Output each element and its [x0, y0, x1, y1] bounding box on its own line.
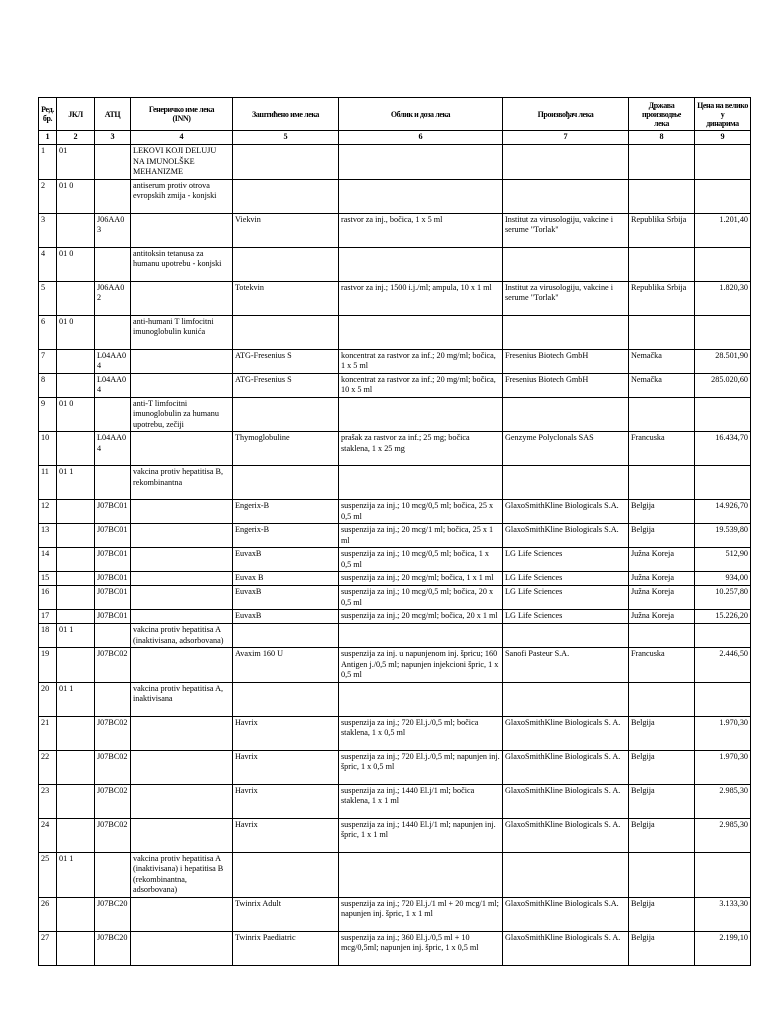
table-row	[39, 572, 751, 586]
table-row	[39, 373, 751, 397]
row-number-cell: 14	[39, 548, 57, 572]
column-number: 8	[629, 131, 695, 145]
manufacturer-cell: GlaxoSmithKline Biologicals S.A.	[503, 897, 629, 931]
manufacturer-cell: Genzyme Polyclonals SAS	[503, 432, 629, 466]
price-cell: 28.501,90	[695, 349, 751, 373]
brand-name-cell: Engerix-B	[233, 500, 339, 524]
generic-name-cell: LEKOVI KOJI DELUJU NA IMUNOLŠKE MEHANIZME	[131, 145, 233, 180]
atc-code-cell: J07BC02	[95, 716, 131, 750]
jkl-code-cell: 01 1	[57, 682, 95, 716]
form-dose-cell: suspenzija za inj.; 360 El.j./0,5 ml + 10 mcg/0,5ml; napunjen inj. špric, 1 x 0,5 ml	[339, 931, 503, 965]
row-number-cell: 1	[39, 145, 57, 180]
country-cell	[629, 624, 695, 648]
column-number: 9	[695, 131, 751, 145]
atc-code-cell	[95, 179, 131, 213]
table-row	[39, 897, 751, 931]
atc-code-cell	[95, 682, 131, 716]
atc-code-cell: J07BC01	[95, 524, 131, 548]
form-dose-cell: rastvor za inj.; 1500 i.j./ml; ampula, 10 x 1 ml	[339, 281, 503, 315]
row-number-cell: 25	[39, 852, 57, 897]
atc-code-cell: J07BC01	[95, 610, 131, 624]
country-cell	[629, 466, 695, 500]
form-dose-cell: rastvor za inj., bočica, 1 x 5 ml	[339, 213, 503, 247]
table-row	[39, 586, 751, 610]
brand-name-cell: Twinrix Paediatric	[233, 931, 339, 965]
brand-name-cell: EuvaxB	[233, 586, 339, 610]
table-row	[39, 682, 751, 716]
form-dose-cell: suspenzija za inj.; 720 El.j./0,5 ml; napunjen inj. špric, 1 x 0,5 ml	[339, 750, 503, 784]
form-dose-cell	[339, 145, 503, 180]
column-number: 5	[233, 131, 339, 145]
header-brand-name: Заштићено име лека	[233, 98, 339, 131]
generic-name-cell	[131, 610, 233, 624]
column-number: 2	[57, 131, 95, 145]
table-row	[39, 349, 751, 373]
price-cell: 19.539,80	[695, 524, 751, 548]
row-number-cell: 21	[39, 716, 57, 750]
generic-name-cell	[131, 281, 233, 315]
manufacturer-cell: LG Life Sciences	[503, 548, 629, 572]
manufacturer-cell: GlaxoSmithKline Biologicals S.A.	[503, 524, 629, 548]
manufacturer-cell: GlaxoSmithKline Biologicals S. A.	[503, 716, 629, 750]
row-number-cell: 11	[39, 466, 57, 500]
price-cell	[695, 145, 751, 180]
row-number-cell: 7	[39, 349, 57, 373]
country-cell	[629, 179, 695, 213]
atc-code-cell	[95, 247, 131, 281]
generic-name-cell: vakcina protiv hepatitisa A (inaktivisana, adsorbovana)	[131, 624, 233, 648]
brand-name-cell: Avaxim 160 U	[233, 648, 339, 683]
row-number-cell: 16	[39, 586, 57, 610]
table-row	[39, 500, 751, 524]
table-row	[39, 432, 751, 466]
jkl-code-cell	[57, 586, 95, 610]
header-generic-name: Генеричко име лека (INN)	[131, 98, 233, 131]
country-cell: Belgija	[629, 784, 695, 818]
brand-name-cell	[233, 145, 339, 180]
table-row	[39, 648, 751, 683]
generic-name-cell	[131, 750, 233, 784]
jkl-code-cell: 01	[57, 145, 95, 180]
form-dose-cell	[339, 624, 503, 648]
column-number: 3	[95, 131, 131, 145]
atc-code-cell: J07BC01	[95, 586, 131, 610]
brand-name-cell	[233, 247, 339, 281]
brand-name-cell	[233, 397, 339, 432]
generic-name-cell	[131, 897, 233, 931]
price-cell	[695, 624, 751, 648]
row-number-cell: 23	[39, 784, 57, 818]
price-cell	[695, 466, 751, 500]
atc-code-cell: J07BC01	[95, 548, 131, 572]
country-cell: Republika Srbija	[629, 213, 695, 247]
country-cell: Francuska	[629, 648, 695, 683]
table-row	[39, 624, 751, 648]
price-cell	[695, 179, 751, 213]
atc-code-cell: L04AA04	[95, 349, 131, 373]
form-dose-cell	[339, 466, 503, 500]
form-dose-cell	[339, 397, 503, 432]
jkl-code-cell	[57, 750, 95, 784]
price-cell: 285.020,60	[695, 373, 751, 397]
atc-code-cell: J07BC02	[95, 818, 131, 852]
generic-name-cell: anti-humani T limfocitni imunoglobulin kunića	[131, 315, 233, 349]
brand-name-cell: Twinrix Adult	[233, 897, 339, 931]
brand-name-cell	[233, 315, 339, 349]
jkl-code-cell	[57, 931, 95, 965]
price-cell: 1.970,30	[695, 716, 751, 750]
generic-name-cell	[131, 500, 233, 524]
country-cell: Belgija	[629, 897, 695, 931]
form-dose-cell: suspenzija za inj. u napunjenom inj. špricu; 160 Antigen j./0,5 ml; napunjen injekcioni špric, 1 x 0,5 ml	[339, 648, 503, 683]
price-cell: 934,00	[695, 572, 751, 586]
price-cell: 1.970,30	[695, 750, 751, 784]
generic-name-cell: vakcina protiv hepatitisa A, inaktivisana	[131, 682, 233, 716]
manufacturer-cell: GlaxoSmithKline Biologicals S. A.	[503, 931, 629, 965]
atc-code-cell	[95, 145, 131, 180]
row-number-cell: 10	[39, 432, 57, 466]
table-row	[39, 750, 751, 784]
table-row	[39, 466, 751, 500]
manufacturer-cell: Institut za virusologiju, vakcine i serume "Torlak"	[503, 281, 629, 315]
manufacturer-cell	[503, 247, 629, 281]
jkl-code-cell	[57, 500, 95, 524]
header-manufacturer: Произвођач лека	[503, 98, 629, 131]
table-row	[39, 852, 751, 897]
manufacturer-cell: LG Life Sciences	[503, 572, 629, 586]
brand-name-cell: Havrix	[233, 818, 339, 852]
jkl-code-cell	[57, 349, 95, 373]
jkl-code-cell	[57, 610, 95, 624]
row-number-cell: 5	[39, 281, 57, 315]
jkl-code-cell	[57, 548, 95, 572]
atc-code-cell: J07BC01	[95, 500, 131, 524]
atc-code-cell: L04AA04	[95, 432, 131, 466]
country-cell: Nemačka	[629, 373, 695, 397]
generic-name-cell	[131, 648, 233, 683]
jkl-code-cell	[57, 716, 95, 750]
table-row	[39, 784, 751, 818]
price-cell: 2.199,10	[695, 931, 751, 965]
generic-name-cell	[131, 572, 233, 586]
country-cell: Francuska	[629, 432, 695, 466]
row-number-cell: 3	[39, 213, 57, 247]
jkl-code-cell	[57, 818, 95, 852]
brand-name-cell: Havrix	[233, 716, 339, 750]
jkl-code-cell: 01 0	[57, 179, 95, 213]
jkl-code-cell: 01 0	[57, 315, 95, 349]
price-cell: 2.985,30	[695, 784, 751, 818]
form-dose-cell: suspenzija za inj.; 10 mcg/0,5 ml; bočica, 20 x 0,5 ml	[339, 586, 503, 610]
country-cell: Belgija	[629, 931, 695, 965]
atc-code-cell: J07BC02	[95, 750, 131, 784]
row-number-cell: 13	[39, 524, 57, 548]
generic-name-cell	[131, 818, 233, 852]
column-number: 7	[503, 131, 629, 145]
table-row	[39, 247, 751, 281]
atc-code-cell: J07BC20	[95, 931, 131, 965]
header-country: Држава производње лека	[629, 98, 695, 131]
table-row	[39, 610, 751, 624]
table-row	[39, 548, 751, 572]
brand-name-cell	[233, 179, 339, 213]
country-cell: Južna Koreja	[629, 572, 695, 586]
manufacturer-cell	[503, 466, 629, 500]
manufacturer-cell: GlaxoSmithKline Biologicals S.A.	[503, 500, 629, 524]
jkl-code-cell: 01 1	[57, 624, 95, 648]
generic-name-cell	[131, 931, 233, 965]
price-cell	[695, 682, 751, 716]
manufacturer-cell: Institut za virusologiju, vakcine i serume "Torlak"	[503, 213, 629, 247]
country-cell: Republika Srbija	[629, 281, 695, 315]
form-dose-cell: suspenzija za inj.; 20 mcg/1 ml; bočica, 25 x 1 ml	[339, 524, 503, 548]
price-cell: 1.201,40	[695, 213, 751, 247]
price-cell	[695, 247, 751, 281]
jkl-code-cell	[57, 572, 95, 586]
brand-name-cell: Euvax B	[233, 572, 339, 586]
header-atc: АТЦ	[95, 98, 131, 131]
country-cell: Nemačka	[629, 349, 695, 373]
drug-price-table	[38, 97, 751, 966]
brand-name-cell: Engerix-B	[233, 524, 339, 548]
header-price: Цена на велико у динарима	[695, 98, 751, 131]
table-row	[39, 315, 751, 349]
atc-code-cell: J06AA03	[95, 213, 131, 247]
country-cell: Belgija	[629, 524, 695, 548]
table-row	[39, 524, 751, 548]
brand-name-cell: Havrix	[233, 784, 339, 818]
generic-name-cell	[131, 548, 233, 572]
table-row	[39, 716, 751, 750]
column-number: 4	[131, 131, 233, 145]
jkl-code-cell	[57, 524, 95, 548]
header-row	[39, 98, 751, 131]
country-cell	[629, 682, 695, 716]
generic-name-cell	[131, 524, 233, 548]
generic-name-cell	[131, 784, 233, 818]
form-dose-cell: suspenzija za inj.; 10 mcg/0,5 ml; bočica, 25 x 0,5 ml	[339, 500, 503, 524]
form-dose-cell: suspenzija za inj.; 720 El.j./0,5 ml; bočica staklena, 1 x 0,5 ml	[339, 716, 503, 750]
jkl-code-cell	[57, 897, 95, 931]
atc-code-cell	[95, 852, 131, 897]
manufacturer-cell	[503, 682, 629, 716]
header-jkl: ЈКЛ	[57, 98, 95, 131]
row-number-cell: 6	[39, 315, 57, 349]
jkl-code-cell	[57, 281, 95, 315]
atc-code-cell	[95, 624, 131, 648]
column-number-row	[39, 131, 751, 145]
jkl-code-cell: 01 1	[57, 466, 95, 500]
row-number-cell: 26	[39, 897, 57, 931]
brand-name-cell: Totekvin	[233, 281, 339, 315]
atc-code-cell: J07BC02	[95, 784, 131, 818]
generic-name-cell: antitoksin tetanusa za humanu upotrebu - konjski	[131, 247, 233, 281]
jkl-code-cell	[57, 373, 95, 397]
atc-code-cell: J06AA02	[95, 281, 131, 315]
row-number-cell: 15	[39, 572, 57, 586]
price-cell: 3.133,30	[695, 897, 751, 931]
jkl-code-cell	[57, 784, 95, 818]
form-dose-cell: suspenzija za inj.; 720 El.j./1 ml + 20 mcg/1 ml; napunjen inj. špric, 1 x 1 ml	[339, 897, 503, 931]
country-cell: Belgija	[629, 750, 695, 784]
country-cell: Belgija	[629, 500, 695, 524]
generic-name-cell	[131, 349, 233, 373]
table-row	[39, 931, 751, 965]
price-cell: 1.820,30	[695, 281, 751, 315]
form-dose-cell: suspenzija za inj.; 1440 El.j/1 ml; bočica staklena, 1 x 1 ml	[339, 784, 503, 818]
table-row	[39, 179, 751, 213]
row-number-cell: 17	[39, 610, 57, 624]
generic-name-cell	[131, 373, 233, 397]
manufacturer-cell: GlaxoSmithKline Biologicals S. A.	[503, 784, 629, 818]
row-number-cell: 19	[39, 648, 57, 683]
brand-name-cell	[233, 682, 339, 716]
brand-name-cell: ATG-Fresenius S	[233, 373, 339, 397]
country-cell	[629, 397, 695, 432]
country-cell	[629, 852, 695, 897]
price-cell	[695, 397, 751, 432]
form-dose-cell: suspenzija za inj.; 10 mcg/0,5 ml; bočica, 1 x 0,5 ml	[339, 548, 503, 572]
atc-code-cell: J07BC02	[95, 648, 131, 683]
jkl-code-cell	[57, 213, 95, 247]
manufacturer-cell	[503, 145, 629, 180]
manufacturer-cell	[503, 397, 629, 432]
price-cell: 2.446,50	[695, 648, 751, 683]
manufacturer-cell	[503, 179, 629, 213]
row-number-cell: 20	[39, 682, 57, 716]
brand-name-cell: Viekvin	[233, 213, 339, 247]
form-dose-cell: koncentrat za rastvor za inf.; 20 mg/ml; bočica, 1 x 5 ml	[339, 349, 503, 373]
row-number-cell: 9	[39, 397, 57, 432]
price-cell	[695, 315, 751, 349]
atc-code-cell: J07BC01	[95, 572, 131, 586]
header-form-dose: Облик и доза лека	[339, 98, 503, 131]
table-row	[39, 281, 751, 315]
manufacturer-cell: Fresenius Biotech GmbH	[503, 373, 629, 397]
brand-name-cell: ATG-Fresenius S	[233, 349, 339, 373]
form-dose-cell: suspenzija za inj.; 1440 El.j/1 ml; napunjen inj. špric, 1 x 1 ml	[339, 818, 503, 852]
table-body	[39, 145, 751, 966]
row-number-cell: 18	[39, 624, 57, 648]
row-number-cell: 12	[39, 500, 57, 524]
atc-code-cell	[95, 466, 131, 500]
form-dose-cell: suspenzija za inj.; 20 mcg/ml; bočica, 1 x 1 ml	[339, 572, 503, 586]
atc-code-cell	[95, 397, 131, 432]
row-number-cell: 27	[39, 931, 57, 965]
price-cell: 15.226,20	[695, 610, 751, 624]
manufacturer-cell: GlaxoSmithKline Biologicals S. A.	[503, 750, 629, 784]
country-cell: Južna Koreja	[629, 586, 695, 610]
country-cell: Belgija	[629, 716, 695, 750]
country-cell	[629, 247, 695, 281]
jkl-code-cell: 01 1	[57, 852, 95, 897]
table-row	[39, 213, 751, 247]
jkl-code-cell	[57, 648, 95, 683]
price-cell	[695, 852, 751, 897]
header-row-number: Ред. бр.	[39, 98, 57, 131]
row-number-cell: 22	[39, 750, 57, 784]
manufacturer-cell	[503, 852, 629, 897]
brand-name-cell: EuvaxB	[233, 610, 339, 624]
country-cell	[629, 145, 695, 180]
row-number-cell: 4	[39, 247, 57, 281]
price-cell: 10.257,80	[695, 586, 751, 610]
atc-code-cell: L04AA04	[95, 373, 131, 397]
generic-name-cell: vakcina protiv hepatitisa B, rekombinantna	[131, 466, 233, 500]
atc-code-cell: J07BC20	[95, 897, 131, 931]
country-cell: Belgija	[629, 818, 695, 852]
brand-name-cell: Thymoglobuline	[233, 432, 339, 466]
price-cell: 14.926,70	[695, 500, 751, 524]
generic-name-cell	[131, 432, 233, 466]
generic-name-cell: antiserum protiv otrova evropskih zmija - konjski	[131, 179, 233, 213]
brand-name-cell	[233, 624, 339, 648]
manufacturer-cell: Sanofi Pasteur S.A.	[503, 648, 629, 683]
brand-name-cell	[233, 466, 339, 500]
form-dose-cell	[339, 852, 503, 897]
brand-name-cell: Havrix	[233, 750, 339, 784]
manufacturer-cell: Fresenius Biotech GmbH	[503, 349, 629, 373]
table-row	[39, 397, 751, 432]
atc-code-cell	[95, 315, 131, 349]
form-dose-cell: suspenzija za inj.; 20 mcg/ml; bočica, 20 x 1 ml	[339, 610, 503, 624]
row-number-cell: 2	[39, 179, 57, 213]
manufacturer-cell: LG Life Sciences	[503, 610, 629, 624]
country-cell: Južna Koreja	[629, 610, 695, 624]
jkl-code-cell: 01 0	[57, 397, 95, 432]
jkl-code-cell	[57, 432, 95, 466]
brand-name-cell: EuvaxB	[233, 548, 339, 572]
manufacturer-cell	[503, 624, 629, 648]
brand-name-cell	[233, 852, 339, 897]
table-row	[39, 818, 751, 852]
price-cell: 16.434,70	[695, 432, 751, 466]
generic-name-cell: anti-T limfocitni imunoglobulin za humanu upotrebu, zečiji	[131, 397, 233, 432]
form-dose-cell	[339, 682, 503, 716]
form-dose-cell	[339, 179, 503, 213]
generic-name-cell: vakcina protiv hepatitisa A (inaktivisana) i hepatitisa B (rekombinantna, adsorbovana)	[131, 852, 233, 897]
generic-name-cell	[131, 213, 233, 247]
manufacturer-cell	[503, 315, 629, 349]
price-cell: 512,90	[695, 548, 751, 572]
manufacturer-cell: LG Life Sciences	[503, 586, 629, 610]
form-dose-cell	[339, 315, 503, 349]
country-cell	[629, 315, 695, 349]
table-row	[39, 145, 751, 180]
column-number: 1	[39, 131, 57, 145]
generic-name-cell	[131, 716, 233, 750]
form-dose-cell: prašak za rastvor za inf.; 25 mg; bočica staklena, 1 x 25 mg	[339, 432, 503, 466]
price-cell: 2.985,30	[695, 818, 751, 852]
generic-name-cell	[131, 586, 233, 610]
form-dose-cell: koncentrat za rastvor za inf.; 20 mg/ml; bočica, 10 x 5 ml	[339, 373, 503, 397]
jkl-code-cell: 01 0	[57, 247, 95, 281]
form-dose-cell	[339, 247, 503, 281]
manufacturer-cell: GlaxoSmithKline Biologicals S. A.	[503, 818, 629, 852]
row-number-cell: 8	[39, 373, 57, 397]
column-number: 6	[339, 131, 503, 145]
row-number-cell: 24	[39, 818, 57, 852]
country-cell: Južna Koreja	[629, 548, 695, 572]
